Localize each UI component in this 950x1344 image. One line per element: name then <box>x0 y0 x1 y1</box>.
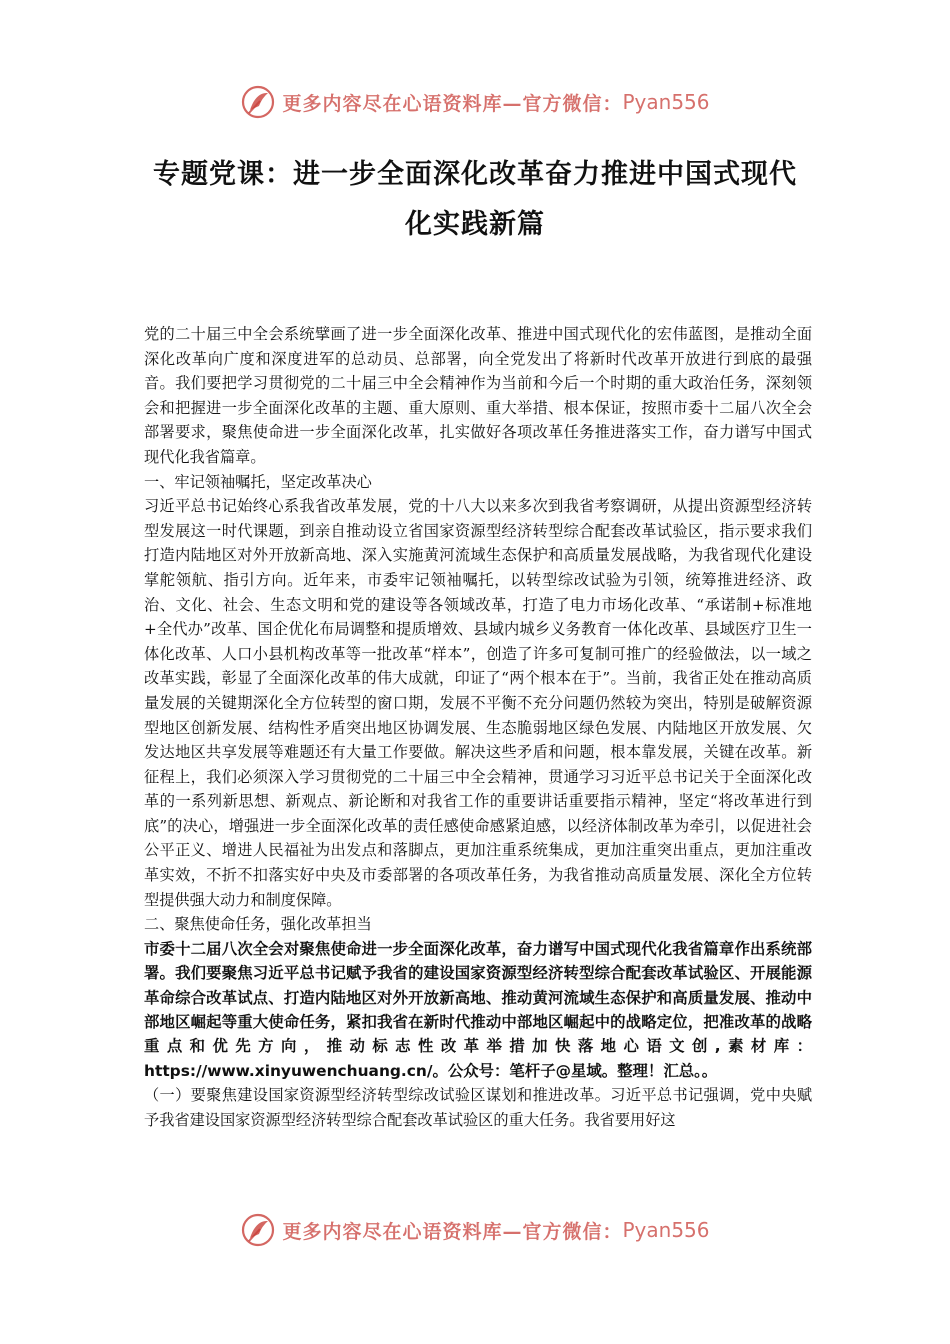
section-1-heading: 一、牢记领袖嘱托，坚定改革决心 <box>144 472 372 491</box>
watermark-banner-top <box>0 82 950 122</box>
watermark-wechat-id: Pyan556 <box>622 1218 710 1242</box>
section-2-heading: 二、聚焦使命任务，强化改革担当 <box>144 915 372 934</box>
section-1-paragraph: 习近平总书记始终心系我省改革发展，党的十八大以来多次到我省考察调研，从提出资源型经济转型发展这一时代课题，到亲自推动设立省国家资源型经济转型综合配套改革试验区，指示要求我们打造内陆地区对外开放新高地、深入实施黄河流域生态保护和高质量发展战略，为我省现代化建设掌舵领航、指引方向。近年来，市委牢记领袖嘱托，以转型综改试验为引领，统筹推进经济、政治、文化、社会、生态文明和党的建设等各领域改革，打造了电力市场化改革、“承诺制+标准地+全代办”改革、国企优化布局调整和提质增效、县域内城乡义务教育一体化改革、县域医疗卫生一体化改革、人口小县机构改革等一批改革“样本”，创造了许多可复制可推广的经验做法，以一域之改革实践，彰显了全面深化改革的伟大成就，印证了“两个根本在于”。当前，我省正处在推动高质量发展的关键期深化全方位转型的窗口期，发展不平衡不充分问题仍然较为突出，特别是破解资源型地区创新发展、结构性矛盾突出地区协调发展、生态脆弱地区绿色发展、内陆地区开放发展、欠发达地区共享发展等难题还有大量工作要做。解决这些矛盾和问题，根本靠发展，关键在改革。新征程上，我们必须深入学习贯彻党的二十届三中全会精神，贯通学习习近平总书记关于全面深化改革的一系列新思想、新观点、新论断和对我省工作的重要讲话重要指示精神，坚定“将改革进行到底”的决心，增强进一步全面深化改革的责任感使命感紧迫感，以经济体制改革为牵引，以促进社会公平正义、增进人民福祉为出发点和落脚点，更加注重系统集成，更加注重突出重点，更加注重改革实效，不折不扣落实好中央及市委部署的各项改革任务，为我省推动高质量发展、深化全方位转型提供强大动力和制度保障。 <box>144 497 812 909</box>
watermark-banner-bottom <box>0 1210 950 1250</box>
subsection-1-paragraph: （一）要聚焦建设国家资源型经济转型综改试验区谋划和推进改革。习近平总书记强调，党中央赋予我省建设国家资源型经济转型综合配套改革试验区的重大任务。我省要用好这 <box>144 1086 812 1129</box>
title-line-1: 专题党课：进一步全面深化改革奋力推进中国式现代 <box>153 159 797 190</box>
watermark-text: 更多内容尽在心语资料库—官方微信： <box>282 92 623 115</box>
logo-icon <box>240 84 276 120</box>
section-2-paragraph: 市委十二届八次全会对聚焦使命进一步全面深化改革，奋力谱写中国式现代化我省篇章作出系统部署。我们要聚焦习近平总书记赋予我省的建设国家资源型经济转型综合配套改革试验区、开展能源革命综合改革试点、打造内陆地区对外开放新高地、推动黄河流域生态保护和高质量发展、推动中部地区崛起等重大使命任务，紧扣我省在新时代推动中部地区崛起中的战略定位，把准改革的战略重点和优先方向，推动标志性改革举措加快落地心语文创,素材库：https://www.xinyuwenchuang.cn/。公众号：笔杆子@星域。整理！汇总。。 <box>144 939 812 1080</box>
document-body <box>144 322 812 1132</box>
watermark-wechat-id: Pyan556 <box>622 90 710 114</box>
title-line-2: 化实践新篇 <box>405 209 545 240</box>
logo-icon <box>240 1212 276 1248</box>
intro-paragraph: 党的二十届三中全会系统擘画了进一步全面深化改革、推进中国式现代化的宏伟蓝图，是推动全面深化改革向广度和深度进军的总动员、总部署，向全党发出了将新时代改革开放进行到底的最强音。我们要把学习贯彻党的二十届三中全会精神作为当前和今后一个时期的重大政治任务，深刻领会和把握进一步全面深化改革的主题、重大原则、重大举措、根本保证，按照市委十二届八次全会部署要求，聚焦使命进一步全面深化改革，扎实做好各项改革任务推进落实工作，奋力谱写中国式现代化我省篇章。 <box>144 325 812 466</box>
document-title <box>110 150 840 250</box>
watermark-text: 更多内容尽在心语资料库—官方微信： <box>282 1220 623 1243</box>
